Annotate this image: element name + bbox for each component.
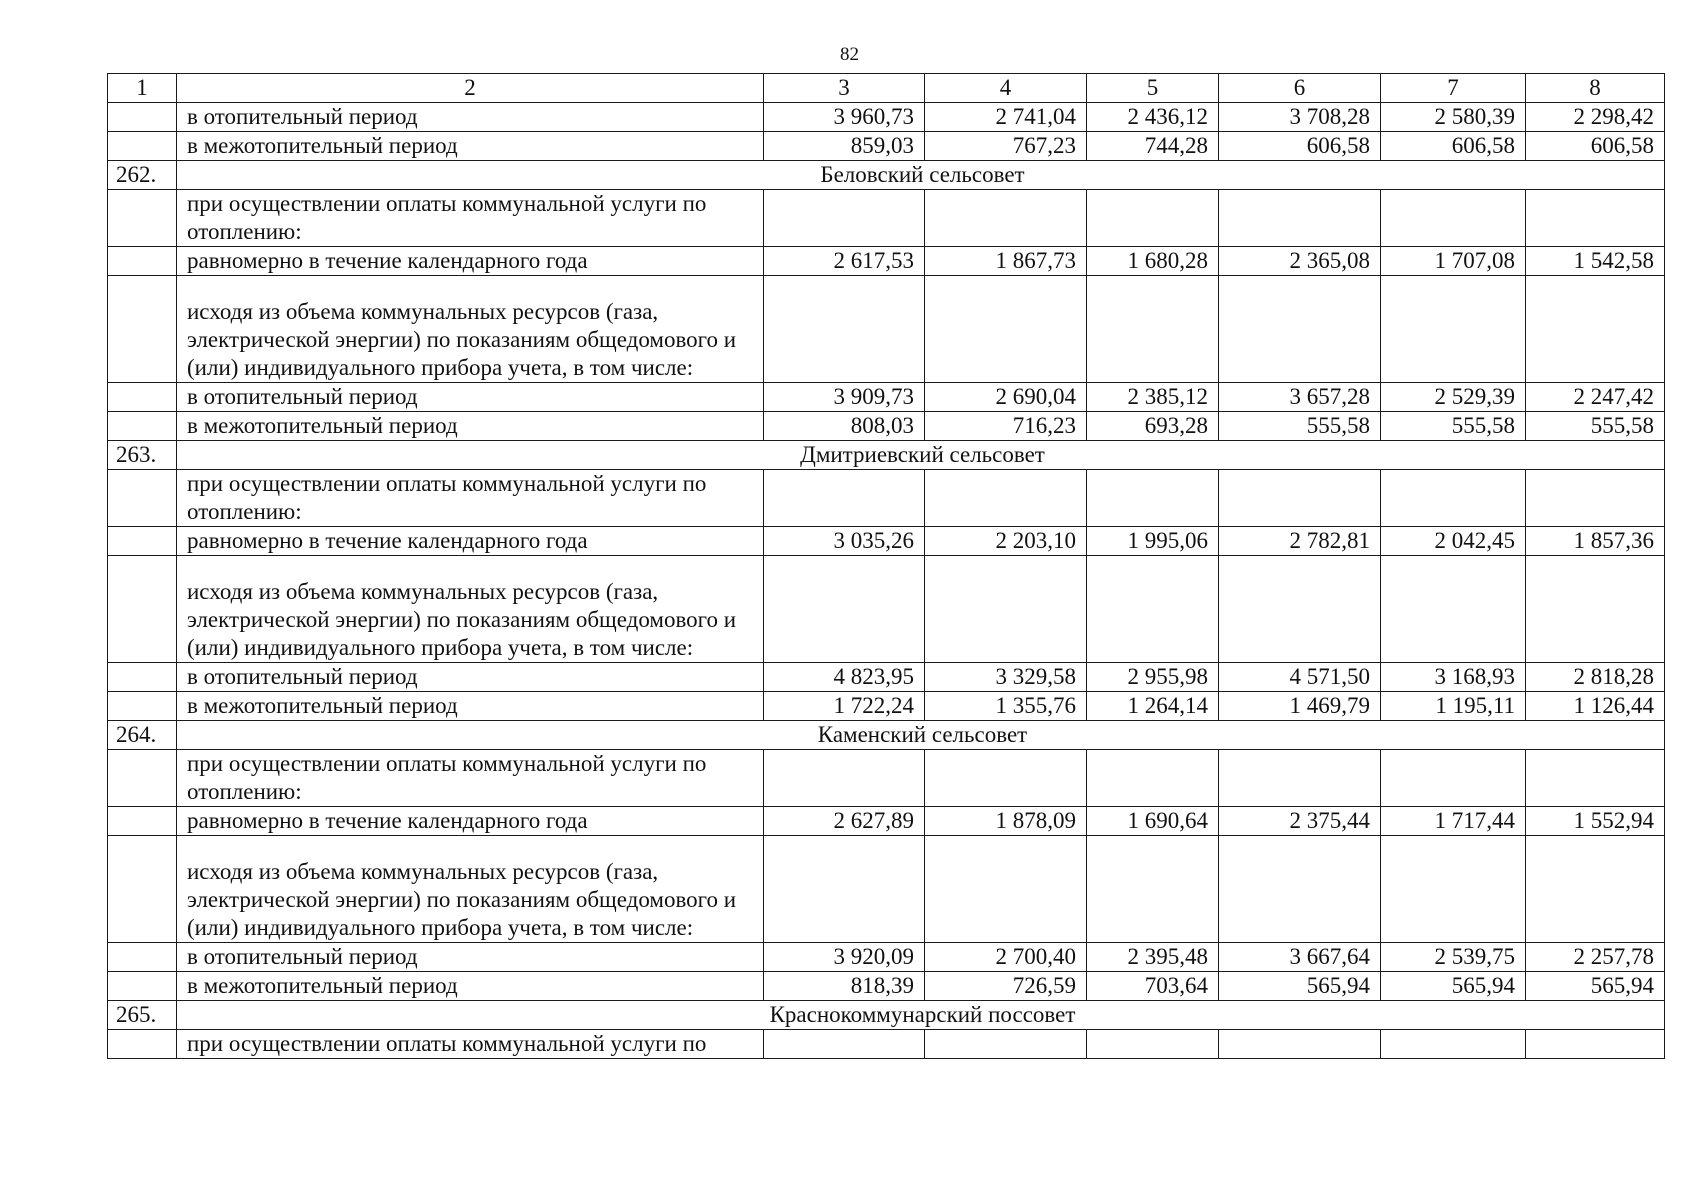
value-cell: 2 818,28	[1526, 663, 1665, 692]
table-row	[108, 972, 1665, 1001]
empty-value-cell	[1526, 190, 1665, 247]
table-row	[108, 556, 1665, 663]
value-cell: 3 960,73	[764, 103, 925, 132]
value-cell: 2 700,40	[925, 943, 1087, 972]
empty-value-cell	[925, 750, 1087, 807]
empty-value-cell	[1219, 750, 1381, 807]
row-index-cell	[108, 972, 177, 1001]
row-description: при осуществлении оплаты коммунальной услуги по отоплению:	[177, 190, 764, 247]
table-row	[108, 412, 1665, 441]
column-header: 5	[1087, 74, 1219, 103]
tariff-table	[107, 73, 1665, 1059]
table-row	[108, 276, 1665, 383]
column-header: 4	[925, 74, 1087, 103]
value-cell: 3 920,09	[764, 943, 925, 972]
row-index-cell	[108, 750, 177, 807]
header-row	[108, 74, 1665, 103]
row-description: при осуществлении оплаты коммунальной услуги по	[177, 1030, 764, 1059]
empty-value-cell	[1219, 1030, 1381, 1059]
value-cell: 2 395,48	[1087, 943, 1219, 972]
row-description: при осуществлении оплаты коммунальной услуги по отоплению:	[177, 470, 764, 527]
value-cell: 3 657,28	[1219, 383, 1381, 412]
value-cell: 555,58	[1219, 412, 1381, 441]
empty-value-cell	[1219, 836, 1381, 943]
empty-value-cell	[1381, 470, 1526, 527]
row-description: исходя из объема коммунальных ресурсов (газа, электрической энергии) по показаниям общедомового и (или) индивидуального прибора учета, в том числе:	[177, 836, 764, 943]
empty-value-cell	[925, 190, 1087, 247]
value-cell: 1 857,36	[1526, 527, 1665, 556]
table-row	[108, 103, 1665, 132]
empty-value-cell	[1219, 276, 1381, 383]
table-row	[108, 247, 1665, 276]
value-cell: 2 375,44	[1219, 807, 1381, 836]
value-cell: 555,58	[1381, 412, 1526, 441]
value-cell: 606,58	[1381, 132, 1526, 161]
row-description: исходя из объема коммунальных ресурсов (газа, электрической энергии) по показаниям общедомового и (или) индивидуального прибора учета, в том числе:	[177, 276, 764, 383]
row-index-cell	[108, 663, 177, 692]
empty-value-cell	[764, 836, 925, 943]
row-description: при осуществлении оплаты коммунальной услуги по отоплению:	[177, 750, 764, 807]
value-cell: 2 539,75	[1381, 943, 1526, 972]
value-cell: 1 542,58	[1526, 247, 1665, 276]
empty-value-cell	[1526, 750, 1665, 807]
value-cell: 1 707,08	[1381, 247, 1526, 276]
column-header: 8	[1526, 74, 1665, 103]
value-cell: 1 552,94	[1526, 807, 1665, 836]
table-row	[108, 692, 1665, 721]
empty-value-cell	[925, 556, 1087, 663]
empty-value-cell	[1526, 276, 1665, 383]
value-cell: 2 203,10	[925, 527, 1087, 556]
value-cell: 1 867,73	[925, 247, 1087, 276]
empty-value-cell	[1087, 1030, 1219, 1059]
row-label: в отопительный период	[177, 663, 764, 692]
value-cell: 3 909,73	[764, 383, 925, 412]
value-cell: 859,03	[764, 132, 925, 161]
table-row	[108, 943, 1665, 972]
empty-value-cell	[764, 276, 925, 383]
section-header-row	[108, 161, 1665, 190]
empty-value-cell	[1381, 836, 1526, 943]
row-index-cell	[108, 132, 177, 161]
row-index-cell	[108, 276, 177, 383]
value-cell: 1 469,79	[1219, 692, 1381, 721]
value-cell: 1 995,06	[1087, 527, 1219, 556]
value-cell: 2 580,39	[1381, 103, 1526, 132]
empty-value-cell	[764, 750, 925, 807]
value-cell: 3 035,26	[764, 527, 925, 556]
value-cell: 2 955,98	[1087, 663, 1219, 692]
empty-value-cell	[1526, 836, 1665, 943]
value-cell: 716,23	[925, 412, 1087, 441]
row-index-cell	[108, 412, 177, 441]
value-cell: 2 042,45	[1381, 527, 1526, 556]
empty-value-cell	[925, 470, 1087, 527]
row-index-cell	[108, 190, 177, 247]
empty-value-cell	[1381, 750, 1526, 807]
table-row	[108, 190, 1665, 247]
value-cell: 3 667,64	[1219, 943, 1381, 972]
value-cell: 818,39	[764, 972, 925, 1001]
value-cell: 726,59	[925, 972, 1087, 1001]
value-cell: 4 823,95	[764, 663, 925, 692]
empty-value-cell	[764, 190, 925, 247]
row-label: в отопительный период	[177, 943, 764, 972]
empty-value-cell	[1087, 470, 1219, 527]
row-index-cell	[108, 556, 177, 663]
value-cell: 1 722,24	[764, 692, 925, 721]
section-index: 262.	[108, 161, 177, 190]
column-header: 1	[108, 74, 177, 103]
value-cell: 565,94	[1526, 972, 1665, 1001]
value-cell: 2 617,53	[764, 247, 925, 276]
table-row	[108, 807, 1665, 836]
value-cell: 565,94	[1219, 972, 1381, 1001]
empty-value-cell	[1381, 556, 1526, 663]
row-index-cell	[108, 103, 177, 132]
value-cell: 606,58	[1526, 132, 1665, 161]
empty-value-cell	[1087, 190, 1219, 247]
value-cell: 2 257,78	[1526, 943, 1665, 972]
table-row	[108, 132, 1665, 161]
column-header: 7	[1381, 74, 1526, 103]
empty-value-cell	[1526, 1030, 1665, 1059]
value-cell: 703,64	[1087, 972, 1219, 1001]
empty-value-cell	[1087, 750, 1219, 807]
row-index-cell	[108, 383, 177, 412]
row-label: равномерно в течение календарного года	[177, 527, 764, 556]
empty-value-cell	[1219, 556, 1381, 663]
value-cell: 2 627,89	[764, 807, 925, 836]
row-index-cell	[108, 247, 177, 276]
table-row	[108, 1030, 1665, 1059]
value-cell: 1 355,76	[925, 692, 1087, 721]
section-title: Каменский сельсовет	[177, 721, 1665, 750]
section-header-row	[108, 721, 1665, 750]
section-title: Беловский сельсовет	[177, 161, 1665, 190]
empty-value-cell	[925, 276, 1087, 383]
value-cell: 565,94	[1381, 972, 1526, 1001]
row-index-cell	[108, 943, 177, 972]
column-header: 3	[764, 74, 925, 103]
page-number: 82	[840, 44, 859, 65]
value-cell: 2 298,42	[1526, 103, 1665, 132]
value-cell: 3 708,28	[1219, 103, 1381, 132]
value-cell: 1 878,09	[925, 807, 1087, 836]
row-label: в межотопительный период	[177, 972, 764, 1001]
section-header-row	[108, 441, 1665, 470]
value-cell: 3 329,58	[925, 663, 1087, 692]
value-cell: 2 690,04	[925, 383, 1087, 412]
row-index-cell	[108, 692, 177, 721]
value-cell: 3 168,93	[1381, 663, 1526, 692]
table-row	[108, 663, 1665, 692]
value-cell: 555,58	[1526, 412, 1665, 441]
column-header: 2	[177, 74, 764, 103]
value-cell: 1 717,44	[1381, 807, 1526, 836]
section-index: 265.	[108, 1001, 177, 1030]
table-row	[108, 527, 1665, 556]
value-cell: 1 680,28	[1087, 247, 1219, 276]
value-cell: 2 741,04	[925, 103, 1087, 132]
value-cell: 808,03	[764, 412, 925, 441]
empty-value-cell	[764, 1030, 925, 1059]
value-cell: 2 365,08	[1219, 247, 1381, 276]
row-label: в отопительный период	[177, 383, 764, 412]
column-header: 6	[1219, 74, 1381, 103]
table-row	[108, 836, 1665, 943]
table-row	[108, 383, 1665, 412]
empty-value-cell	[1087, 556, 1219, 663]
value-cell: 767,23	[925, 132, 1087, 161]
row-label: в отопительный период	[177, 103, 764, 132]
value-cell: 1 195,11	[1381, 692, 1526, 721]
value-cell: 2 436,12	[1087, 103, 1219, 132]
value-cell: 4 571,50	[1219, 663, 1381, 692]
value-cell: 744,28	[1087, 132, 1219, 161]
empty-value-cell	[1381, 276, 1526, 383]
empty-value-cell	[1381, 1030, 1526, 1059]
section-index: 263.	[108, 441, 177, 470]
value-cell: 1 126,44	[1526, 692, 1665, 721]
empty-value-cell	[925, 836, 1087, 943]
row-label: в межотопительный период	[177, 412, 764, 441]
row-index-cell	[108, 470, 177, 527]
value-cell: 2 529,39	[1381, 383, 1526, 412]
row-label: равномерно в течение календарного года	[177, 247, 764, 276]
row-description: исходя из объема коммунальных ресурсов (газа, электрической энергии) по показаниям общедомового и (или) индивидуального прибора учета, в том числе:	[177, 556, 764, 663]
empty-value-cell	[764, 556, 925, 663]
empty-value-cell	[925, 1030, 1087, 1059]
empty-value-cell	[1087, 836, 1219, 943]
table-row	[108, 470, 1665, 527]
value-cell: 1 690,64	[1087, 807, 1219, 836]
row-index-cell	[108, 527, 177, 556]
value-cell: 1 264,14	[1087, 692, 1219, 721]
row-label: равномерно в течение календарного года	[177, 807, 764, 836]
empty-value-cell	[1087, 276, 1219, 383]
table-row	[108, 750, 1665, 807]
empty-value-cell	[1219, 470, 1381, 527]
section-title: Дмитриевский сельсовет	[177, 441, 1665, 470]
section-title: Краснокоммунарский поссовет	[177, 1001, 1665, 1030]
value-cell: 606,58	[1219, 132, 1381, 161]
empty-value-cell	[1219, 190, 1381, 247]
value-cell: 693,28	[1087, 412, 1219, 441]
empty-value-cell	[1381, 190, 1526, 247]
empty-value-cell	[1526, 556, 1665, 663]
row-index-cell	[108, 1030, 177, 1059]
row-label: в межотопительный период	[177, 692, 764, 721]
section-header-row	[108, 1001, 1665, 1030]
empty-value-cell	[1526, 470, 1665, 527]
row-index-cell	[108, 836, 177, 943]
value-cell: 2 385,12	[1087, 383, 1219, 412]
empty-value-cell	[764, 470, 925, 527]
row-index-cell	[108, 807, 177, 836]
value-cell: 2 782,81	[1219, 527, 1381, 556]
section-index: 264.	[108, 721, 177, 750]
row-label: в межотопительный период	[177, 132, 764, 161]
table-body	[108, 74, 1665, 1059]
value-cell: 2 247,42	[1526, 383, 1665, 412]
